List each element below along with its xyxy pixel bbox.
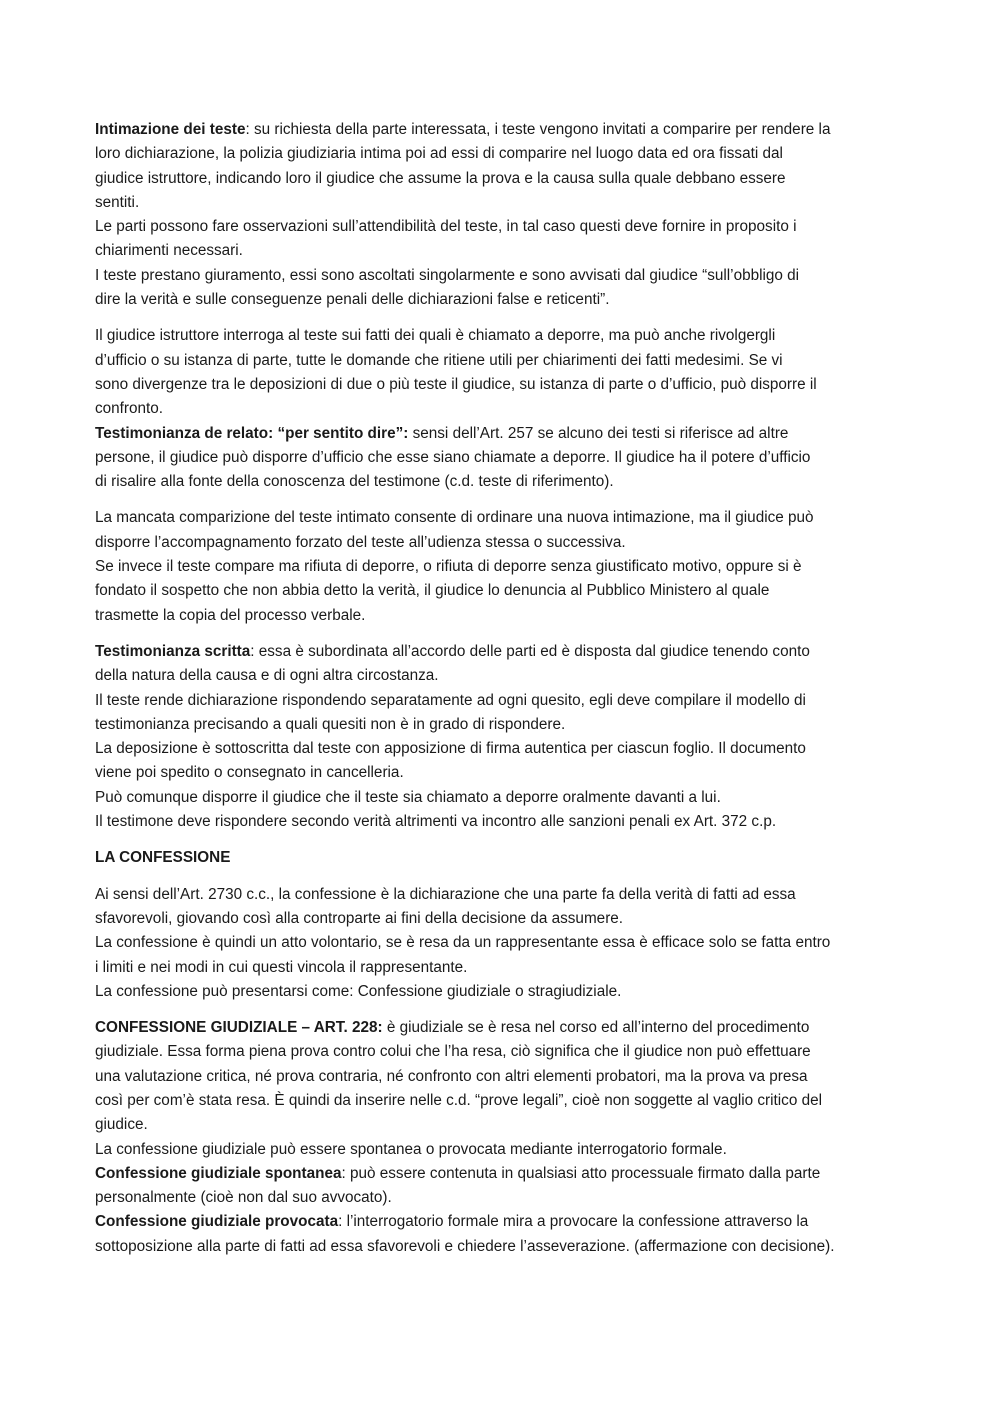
line-text: della natura della causa e di ogni altra circostanza.: [95, 667, 439, 685]
text-line: [95, 931, 910, 955]
line-text: viene poi spedito o consegnato in cancelleria.: [95, 764, 404, 782]
bold-heading: Intimazione dei teste: [95, 121, 246, 138]
text-line: [95, 907, 910, 931]
line-text: giudice istruttore, indicando loro il giudice che assume la prova e la causa sulla quale debbano essere: [95, 169, 786, 187]
line-text: dire la verità e sulle conseguenze penali delle dichiarazioni false e reticenti”.: [95, 291, 610, 309]
paragraph: [95, 846, 910, 870]
line-text: sottoposizione alla parte di fatti ad essa sfavorevoli e chiedere l’asseverazione. (affermazione con decisione).: [95, 1237, 835, 1255]
line-text: : su richiesta della parte interessata, i teste vengono invitati a comparire per rendere la: [245, 121, 831, 138]
bold-heading: Testimonianza scritta: [95, 642, 251, 660]
line-text: Le parti possono fare osservazioni sull’attendibilità del teste, in tal caso questi deve fornire in proposito i: [95, 218, 797, 236]
text-line: [95, 604, 910, 628]
text-line: [95, 324, 910, 348]
text-line: [95, 215, 910, 239]
line-text: La confessione giudiziale può essere spontanea o provocata mediante interrogatorio formale.: [95, 1140, 727, 1158]
line-text: : essa è subordinata all’accordo delle parti ed è disposta dal giudice tenendo conto: [250, 642, 810, 660]
line-text: Ai sensi dell’Art. 2730 c.c., la confessione è la dichiarazione che una parte fa della verità di fatti ad essa: [95, 885, 796, 903]
text-line: [95, 846, 910, 870]
line-text: persone, il giudice può disporre d’ufficio che esse siano chiamate a deporre. Il giudice ha il potere d’ufficio: [95, 448, 811, 466]
text-line: [95, 1138, 910, 1162]
text-line: [95, 1162, 910, 1186]
line-text: sono divergenze tra le deposizioni di due o più teste il giudice, su istanza di parte o d’ufficio, può disporre il: [95, 375, 817, 393]
line-text: La deposizione è sottoscritta dal teste con apposizione di firma autentica per ciascun foglio. Il documento: [95, 740, 806, 758]
line-text: Se invece il teste compare ma rifiuta di deporre, o rifiuta di deporre senza giustificato motivo, oppure si è: [95, 558, 802, 576]
text-line: [95, 1089, 910, 1113]
line-text: Il teste rende dichiarazione rispondendo separatamente ad ogni quesito, egli deve compilare il modello di: [95, 691, 806, 709]
text-line: [95, 142, 910, 166]
line-text: così per com’è stata resa. È quindi da inserire nelle c.d. “prove legali”, cioè non soggette al vaglio critico del: [95, 1091, 822, 1109]
text-line: [95, 737, 910, 761]
line-text: trasmette la copia del processo verbale.: [95, 606, 366, 624]
text-line: [95, 1016, 910, 1040]
line-text: di risalire alla fonte della conoscenza del testimone (c.d. teste di riferimento).: [95, 473, 614, 491]
line-text: d’ufficio o su istanza di parte, tutte le domande che ritiene utili per chiarimenti dei fatti medesimi. Se vi: [95, 351, 783, 369]
paragraph: [95, 506, 910, 627]
bold-heading: Confessione giudiziale provocata: [95, 1213, 339, 1231]
text-line: [95, 555, 910, 579]
document-page: [95, 118, 910, 1271]
paragraph: [95, 1016, 910, 1259]
line-text: chiarimenti necessari.: [95, 242, 243, 260]
line-text: sfavorevoli, giovando così alla controparte ai fini della decisione da assumere.: [95, 909, 624, 927]
text-line: [95, 980, 910, 1004]
text-line: [95, 264, 910, 288]
line-text: i limiti e nei modi in cui questi vincola il rappresentante.: [95, 958, 468, 976]
line-text: giudiziale. Essa forma piena prova contro colui che l’ha resa, ciò significa che il giudice non può effettuare: [95, 1043, 811, 1061]
text-line: [95, 349, 910, 373]
line-text: : l’interrogatorio formale mira a provocare la confessione attraverso la: [338, 1213, 809, 1231]
text-line: [95, 786, 910, 810]
text-line: [95, 191, 910, 215]
line-text: confronto.: [95, 400, 164, 418]
text-line: [95, 167, 910, 191]
text-line: [95, 531, 910, 555]
text-line: [95, 579, 910, 603]
text-line: [95, 1113, 910, 1137]
bold-heading: Testimonianza de relato: “per sentito dire”:: [95, 424, 409, 442]
text-line: [95, 664, 910, 688]
paragraph: [95, 883, 910, 1004]
line-text: una valutazione critica, né prova contraria, né confronto con altri elementi probatori, ma la prova va presa: [95, 1067, 808, 1085]
line-text: fondato il sospetto che non abbia detto la verità, il giudice lo denuncia al Pubblico Ministero al quale: [95, 582, 770, 600]
line-text: I teste prestano giuramento, essi sono ascoltati singolarmente e sono avvisati dal giudice “sull’obbligo di: [95, 266, 800, 284]
text-line: [95, 397, 910, 421]
paragraph: [95, 118, 910, 312]
text-line: [95, 1186, 910, 1210]
line-text: La confessione è quindi un atto volontario, se è resa da un rappresentante essa è efficace solo se fatta entro: [95, 934, 831, 952]
line-text: Il giudice istruttore interroga al teste sui fatti dei quali è chiamato a deporre, ma può anche rivolgergli: [95, 327, 776, 345]
text-line: [95, 470, 910, 494]
line-text: giudice.: [95, 1116, 148, 1134]
line-text: loro dichiarazione, la polizia giudiziaria intima poi ad essi di comparire nel luogo data ed ora fissati dal: [95, 145, 783, 163]
text-line: [95, 810, 910, 834]
line-text: testimonianza precisando a quali quesiti non è in grado di rispondere.: [95, 715, 566, 733]
bold-heading: Confessione giudiziale spontanea: [95, 1164, 342, 1182]
bold-heading: CONFESSIONE GIUDIZIALE – ART. 228:: [95, 1019, 383, 1037]
text-line: [95, 373, 910, 397]
text-line: [95, 1065, 910, 1089]
line-text: personalmente (cioè non dal suo avvocato).: [95, 1189, 392, 1207]
text-line: [95, 956, 910, 980]
line-text: disporre l’accompagnamento forzato del teste all’udienza stessa o successiva.: [95, 533, 626, 551]
text-line: [95, 640, 910, 664]
text-line: [95, 1235, 910, 1259]
text-line: [95, 1040, 910, 1064]
text-line: [95, 506, 910, 530]
text-line: [95, 1210, 910, 1234]
text-line: [95, 422, 910, 446]
line-text: è giudiziale se è resa nel corso ed all’interno del procedimento: [382, 1019, 810, 1037]
text-line: [95, 883, 910, 907]
text-line: [95, 761, 910, 785]
line-text: sentiti.: [95, 193, 140, 211]
text-line: [95, 446, 910, 470]
text-line: [95, 118, 910, 142]
line-text: sensi dell’Art. 257 se alcuno dei testi si riferisce ad altre: [408, 424, 789, 442]
line-text: Può comunque disporre il giudice che il teste sia chiamato a deporre oralmente davanti a lui.: [95, 788, 721, 806]
line-text: La confessione può presentarsi come: Confessione giudiziale o stragiudiziale.: [95, 982, 622, 1000]
bold-heading: LA CONFESSIONE: [95, 849, 231, 867]
text-line: [95, 689, 910, 713]
text-line: [95, 713, 910, 737]
line-text: La mancata comparizione del teste intimato consente di ordinare una nuova intimazione, ma il giudice può: [95, 509, 814, 527]
line-text: Il testimone deve rispondere secondo verità altrimenti va incontro alle sanzioni penali ex Art. 372 c.p.: [95, 813, 777, 831]
line-text: : può essere contenuta in qualsiasi atto processuale firmato dalla parte: [341, 1164, 821, 1182]
paragraph: [95, 640, 910, 834]
text-line: [95, 288, 910, 312]
text-line: [95, 239, 910, 263]
paragraph: [95, 324, 910, 494]
